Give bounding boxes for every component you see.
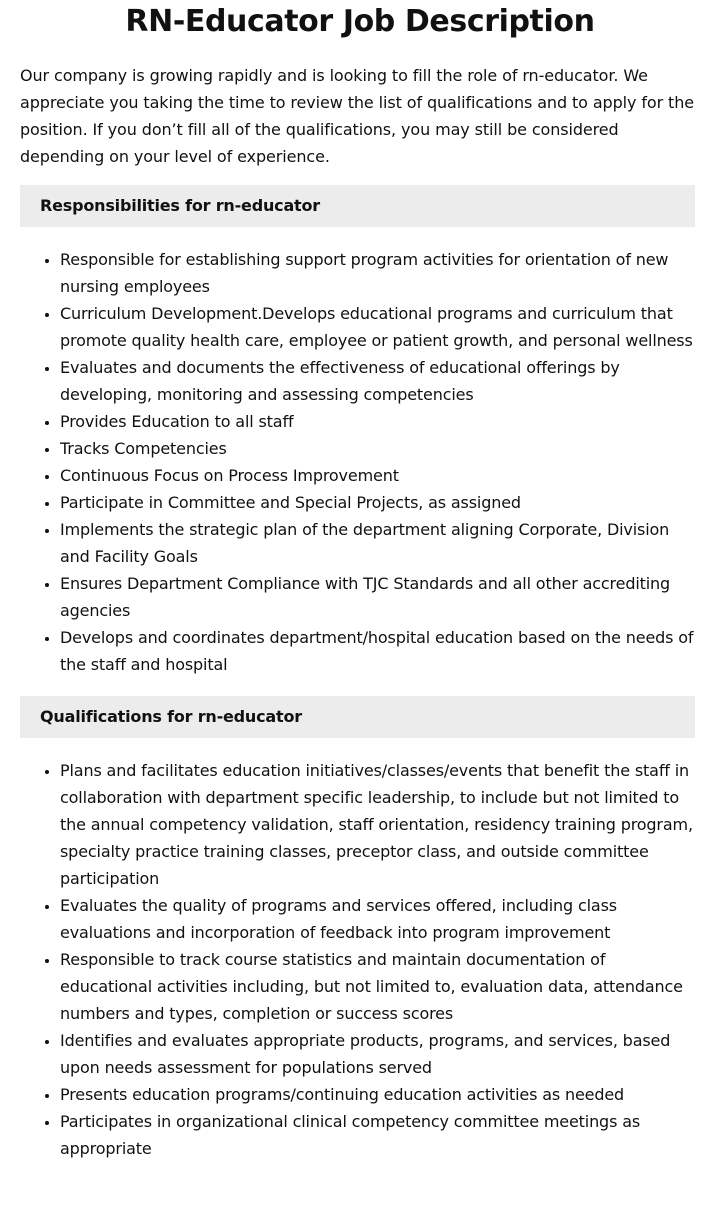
list-item: • Presents education programs/continuing education activities as needed: [60, 1081, 700, 1108]
list-item: • Provides Education to all staff: [60, 408, 700, 435]
list-item: • Responsible for establishing support program activities for orientation of new nursing employees: [60, 246, 700, 300]
list-item: • Develops and coordinates department/hospital education based on the needs of the staff and hospital: [60, 624, 700, 678]
list-item: • Curriculum Development.Develops educational programs and curriculum that promote quality health care, employee or patient growth, and personal wellness: [60, 300, 700, 354]
page-title: RN-Educator Job Description: [125, 4, 595, 39]
list-item: • Evaluates the quality of programs and services offered, including class evaluations and incorporation of feedback into program improvement: [60, 892, 700, 946]
list-item: • Plans and facilitates education initiatives/classes/events that benefit the staff in collaboration with department specific leadership, to include but not limited to the annual competency validation, staff orientation, residency training program, specialty practice training classes, preceptor class, and outside committee participation: [60, 757, 700, 892]
qualifications-heading: Qualifications for rn-educator: [20, 696, 695, 738]
list-item: • Evaluates and documents the effectiveness of educational offerings by developing, monitoring and assessing competencies: [60, 354, 700, 408]
list-item: • Ensures Department Compliance with TJC Standards and all other accrediting agencies: [60, 570, 700, 624]
responsibilities-list: [0, 246, 700, 678]
list-item: • Implements the strategic plan of the department aligning Corporate, Division and Facility Goals: [60, 516, 700, 570]
list-item: • Participates in organizational clinical competency committee meetings as appropriate: [60, 1108, 700, 1162]
list-item: • Identifies and evaluates appropriate products, programs, and services, based upon needs assessment for populations served: [60, 1027, 700, 1081]
responsibilities-heading: Responsibilities for rn-educator: [20, 185, 695, 227]
list-item: • Participate in Committee and Special Projects, as assigned: [60, 489, 700, 516]
qualifications-list: [0, 757, 700, 1162]
list-item: • Continuous Focus on Process Improvement: [60, 462, 700, 489]
list-item: • Tracks Competencies: [60, 435, 700, 462]
list-item: • Responsible to track course statistics and maintain documentation of educational activities including, but not limited to, evaluation data, attendance numbers and types, completion or success scores: [60, 946, 700, 1027]
intro-paragraph: Our company is growing rapidly and is looking to fill the role of rn-educator. We appreciate you taking the time to review the list of qualifications and to apply for the position. If you don’t fill all of the qualifications, you may still be considered depending on your level of experience.: [20, 66, 694, 166]
